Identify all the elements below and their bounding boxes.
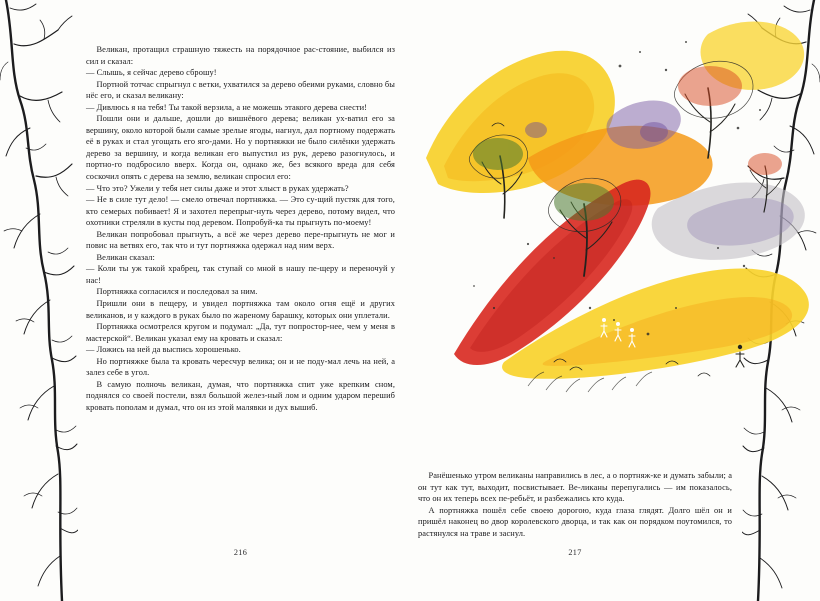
watercolor-landscape-illustration xyxy=(408,8,820,428)
paragraph: Великан сказал: xyxy=(96,252,155,262)
right-page-text-column xyxy=(418,470,732,539)
paragraph: Портной тотчас спрыгнул с ветки, ухватился за дерево обеими руками, словно бы нёс его, и сказал великану: xyxy=(86,79,395,101)
paragraph-dialogue: — Коли ты уж такой храбрец, так ступай со мной в нашу пе-щеру и переночуй у нас! xyxy=(86,264,395,285)
page-number-left: 216 xyxy=(233,548,248,557)
left-page-text-column xyxy=(86,44,395,414)
paragraph: В самую полночь великан, думая, что портняжка спит уже крепким сном, поднялся со своей постели, взял большой желез-ный лом и одним ударом перешиб кровать пополам и думал, что он из этой малявки и дух вышиб. xyxy=(86,379,395,412)
page-number-right: 217 xyxy=(568,548,582,557)
branch-decoration-left-icon xyxy=(0,0,78,601)
paragraph-dialogue: — Что это? Ужели у тебя нет силы даже и этот хлыст в руках удержать? xyxy=(86,183,349,193)
paragraph-dialogue: — Дивлюсь я на тебя! Ты такой верзила, а не можешь этакого дерева снести! xyxy=(86,102,368,112)
paragraph: Великан попробовал прыгнуть, а всё же через дерево пере-прыгнуть не мог и повис на ветвях его, так что и тут портняжка одержал над ним верх. xyxy=(86,229,395,251)
page-right xyxy=(410,0,740,601)
paragraph: Портняжка осмотрелся кругом и подумал: „Да, тут попростор-нее, чем у меня в мастерской“. Великан указал ему на кровать и сказал: xyxy=(86,322,395,343)
paragraph: А портняжка пошёл себе своею дорогою, куда глаза глядят. Долго шёл он и пришёл наконец во двор королевского дворца, и так как он порядком поутомился, то растянулся на траве и заснул. xyxy=(418,505,732,538)
paragraph: Пошли они и дальше, дошли до вишнёвого дерева; великан ух-ватил его за вершину, около которой были самые зрелые ягоды, нагнул, дал портному подержать её в руках и стал угощать его яго-дами. Но у портняжки не было силёнки удержать дерево за вершину, и когда великан его выпустил из рук, дерево разогнулось, и портно-го подбросило вверх. Когда он, однако же, без всякого вреда для себя соскочил опять с дерева на землю, великан спросил его: xyxy=(86,114,395,182)
paragraph-dialogue: — Не в силе тут дело! — смело отвечал портняжка. — Это су-щий пустяк для того, кто семерых побивает! Я и захотел перепрыг-нуть через дерево, потому видел, что охотники стреляли в кусты под деревом. Попробуй-ка ты прыгнуть по-моему! xyxy=(86,195,395,228)
paragraph: Великан, протащил страшную тяжесть на порядочное рас-стояние, выбился из сил и сказал: xyxy=(86,45,395,66)
paragraph-dialogue: — Слышь, я сейчас дерево сброшу! xyxy=(86,68,217,78)
paragraph: Портняжка согласился и последовал за ним. xyxy=(96,287,258,297)
paragraph: Пришли они в пещеру, и увидел портняжка там около огня ещё и других великанов, и у каждого в руках было по жареному барашку, которых они уплетали. xyxy=(86,299,395,320)
paragraph: Но портняжке была та кровать чересчур велика; он и не поду-мал лечь на ней, а залез себе в угол. xyxy=(86,356,395,378)
page-left xyxy=(78,0,403,601)
paragraph-dialogue: — Ложись на ней да выспись хорошенько. xyxy=(86,345,241,355)
paragraph: Ранёшенько утром великаны направились в лес, а о портняж-ке и думать забыли; а он тут как тут, выходит, посвистывает. Ве-ликаны перепугались — им показалось, что он их теперь всех пе-ребьёт, и разбежались кто куда. xyxy=(418,471,732,504)
